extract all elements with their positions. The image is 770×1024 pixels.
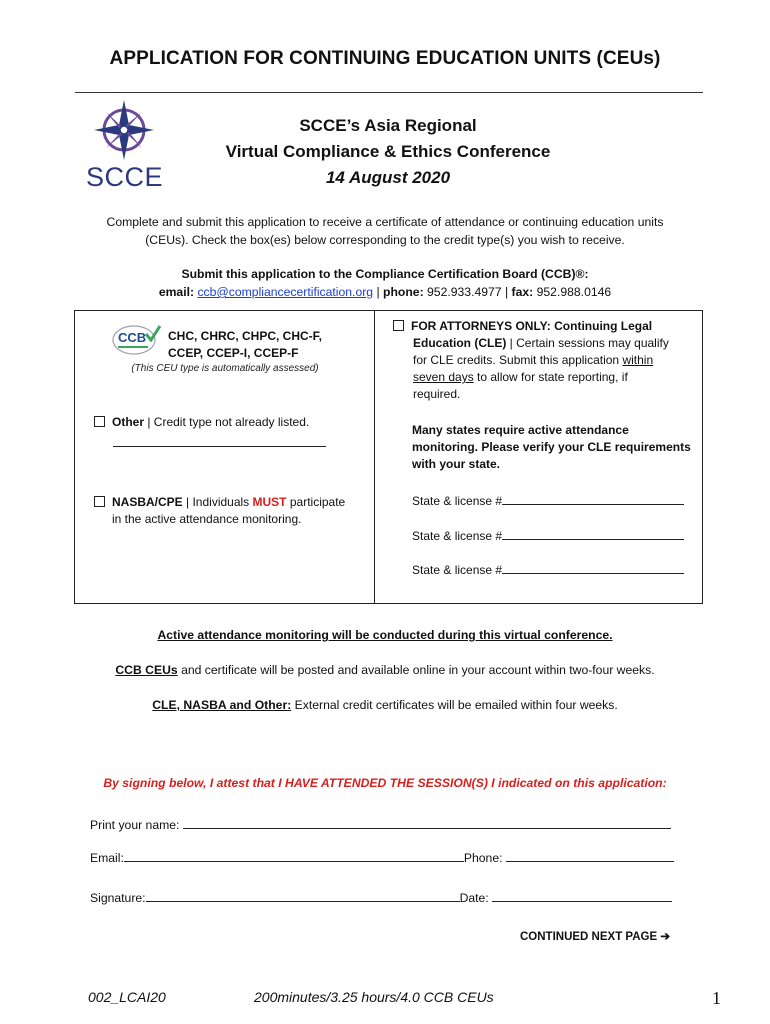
nasba-desc: participate bbox=[286, 495, 346, 509]
other-checkbox[interactable] bbox=[94, 416, 105, 427]
conference-name-line2: Virtual Compliance & Ethics Conference bbox=[225, 142, 551, 161]
state-requirement-note bbox=[412, 422, 697, 473]
cle-seven-days: seven days bbox=[413, 370, 474, 384]
email-input[interactable] bbox=[124, 849, 464, 862]
separator: | bbox=[373, 285, 384, 299]
conference-date: 14 August 2020 bbox=[325, 168, 451, 187]
attestation-statement: By signing below, I attest that I HAVE ATTENDED THE SESSION(S) I indicated on this application: bbox=[103, 776, 667, 790]
name-label: Print your name: bbox=[90, 818, 180, 832]
title-divider bbox=[75, 92, 703, 93]
nasba-must: MUST bbox=[252, 495, 287, 509]
signature-input[interactable] bbox=[146, 889, 460, 902]
print-name-field bbox=[90, 816, 671, 832]
license-input-3[interactable] bbox=[502, 562, 684, 574]
ccb-ceu-text: and certificate will be posted and available online in your account within two-four weeks. bbox=[177, 663, 655, 677]
continued-label: CONTINUED NEXT PAGE bbox=[520, 931, 658, 943]
form-code: 002_LCAI20 bbox=[88, 989, 166, 1005]
phone-value: 952.933.4977 bbox=[427, 285, 502, 299]
ceu-summary: 200minutes/3.25 hours/4.0 CCB CEUs bbox=[254, 989, 494, 1005]
page-number: 1 bbox=[712, 988, 721, 1008]
monitoring-notice: Active attendance monitoring will be conducted during this virtual conference. bbox=[157, 628, 613, 642]
conference-name-line1: SCCE’s Asia Regional bbox=[299, 116, 477, 135]
compass-rose-icon bbox=[84, 98, 174, 194]
external-credit-label: CLE, NASBA and Other: bbox=[152, 698, 292, 712]
cle-desc: | Certain sessions may qualify bbox=[506, 336, 669, 350]
cle-option bbox=[393, 318, 693, 403]
auto-assessed-note: (This CEU type is automatically assessed) bbox=[131, 363, 319, 374]
continued-next-page bbox=[520, 929, 670, 943]
contact-line bbox=[80, 283, 690, 301]
svg-text:SCCE: SCCE bbox=[86, 162, 164, 192]
license-label: State & license # bbox=[412, 529, 503, 543]
name-input[interactable] bbox=[183, 816, 671, 829]
cle-abbrev: Education (CLE) bbox=[413, 336, 507, 350]
phone-label: phone: bbox=[383, 285, 424, 299]
nasba-label: NASBA/CPE bbox=[112, 495, 183, 509]
license-label: State & license # bbox=[412, 563, 503, 577]
nasba-desc: | Individuals bbox=[182, 495, 253, 509]
submit-heading: Submit this application to the Compliance Certification Board (CCB)®: bbox=[181, 267, 589, 281]
page-title: APPLICATION FOR CONTINUING EDUCATION UNITS (CEUs) bbox=[109, 48, 661, 69]
nasba-option bbox=[94, 494, 366, 528]
cle-within: within bbox=[622, 353, 654, 367]
note-line: monitoring. Please verify your CLE requirements bbox=[412, 440, 691, 454]
other-option bbox=[94, 414, 309, 431]
state-license-field-2 bbox=[412, 528, 684, 543]
ccb-types-line2: CCEP, CCEP-I, CCEP-F bbox=[168, 346, 299, 360]
external-credit-notice bbox=[0, 698, 770, 712]
ccb-types-line1: CHC, CHRC, CHPC, CHC-F, bbox=[168, 329, 322, 343]
intro-line2: (CEUs). Check the box(es) below corresponding to the credit type(s) you wish to receive. bbox=[145, 233, 625, 247]
state-license-field-3 bbox=[412, 562, 684, 577]
ccb-logo bbox=[112, 322, 162, 356]
note-line: Many states require active attendance bbox=[412, 423, 629, 437]
email-label: email: bbox=[158, 285, 195, 299]
cle-label: FOR ATTORNEYS ONLY: Continuing Legal bbox=[411, 319, 653, 333]
date-input[interactable] bbox=[492, 889, 672, 902]
license-input-2[interactable] bbox=[502, 528, 684, 540]
nasba-checkbox[interactable] bbox=[94, 496, 105, 507]
fax-label: fax: bbox=[511, 285, 534, 299]
phone-input[interactable] bbox=[506, 849, 674, 862]
separator: | bbox=[501, 285, 512, 299]
signature-label: Signature: bbox=[90, 891, 146, 905]
phone-field-label: Phone: bbox=[463, 851, 503, 865]
intro-text bbox=[80, 213, 690, 249]
email-field bbox=[90, 849, 674, 865]
cle-desc: to allow for state reporting, if bbox=[473, 370, 628, 384]
other-credit-field[interactable] bbox=[113, 446, 326, 447]
license-input-1[interactable] bbox=[502, 493, 684, 505]
note-line: with your state. bbox=[412, 457, 501, 471]
cle-checkbox[interactable] bbox=[393, 320, 404, 331]
ccb-credit-types bbox=[168, 328, 322, 362]
ccb-ceu-notice bbox=[0, 663, 770, 677]
scce-logo bbox=[84, 98, 174, 194]
external-credit-text: External credit certificates will be emailed within four weeks. bbox=[291, 698, 618, 712]
email-link[interactable]: ccb@compliancecertification.org bbox=[197, 285, 374, 299]
ccb-badge-icon bbox=[112, 322, 162, 356]
ccb-ceu-label: CCB CEUs bbox=[115, 663, 178, 677]
nasba-desc-line2: in the active attendance monitoring. bbox=[112, 512, 302, 526]
signature-field bbox=[90, 889, 672, 905]
intro-line1: Complete and submit this application to receive a certificate of attendance or continuing education units bbox=[106, 215, 664, 229]
date-label: Date: bbox=[459, 891, 489, 905]
column-divider bbox=[374, 310, 375, 604]
email-field-label: Email: bbox=[90, 851, 124, 865]
conference-info bbox=[200, 113, 576, 191]
license-label: State & license # bbox=[412, 494, 503, 508]
submit-info bbox=[80, 265, 690, 301]
fax-value: 952.988.0146 bbox=[536, 285, 612, 299]
other-description: | Credit type not already listed. bbox=[144, 415, 310, 429]
svg-text:CCB: CCB bbox=[118, 330, 147, 345]
cle-desc: required. bbox=[413, 387, 461, 401]
state-license-field-1 bbox=[412, 493, 684, 508]
other-label: Other bbox=[112, 415, 145, 429]
cle-desc: for CLE credits. Submit this application bbox=[413, 353, 623, 367]
arrow-right-icon: ➔ bbox=[660, 931, 671, 943]
